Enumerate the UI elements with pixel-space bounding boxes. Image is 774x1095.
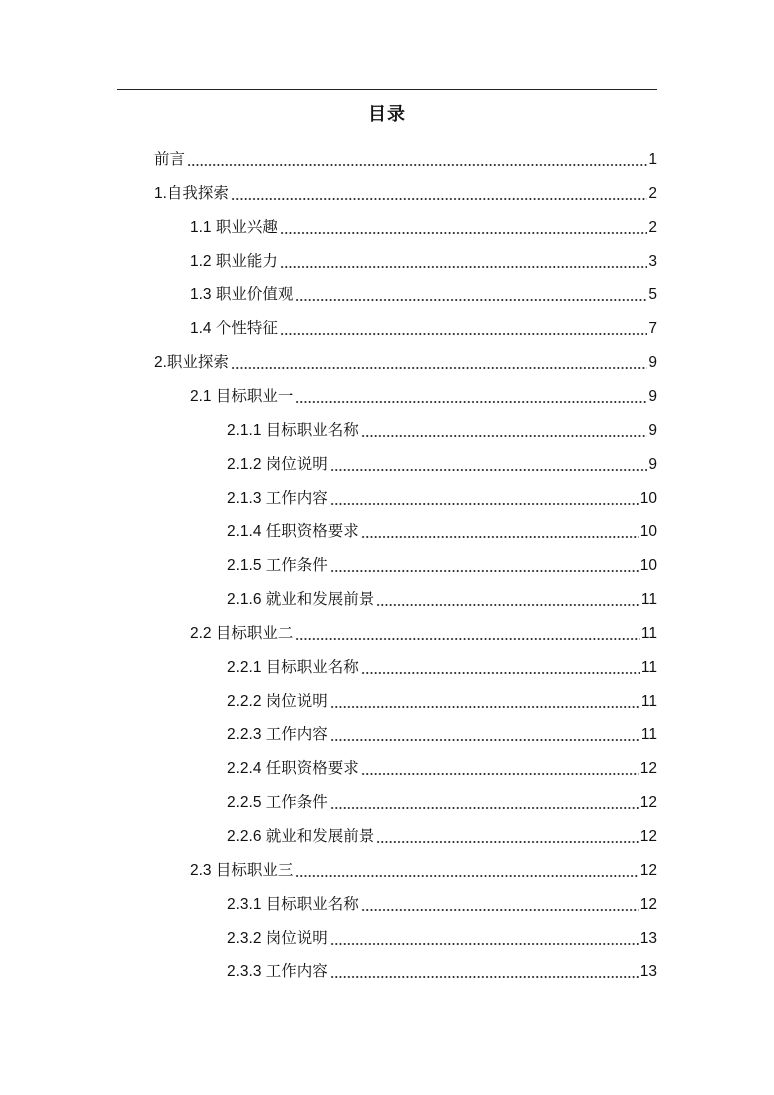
toc-entry-page: 12	[639, 861, 657, 879]
toc-entry[interactable]	[227, 551, 657, 577]
dot-leader	[361, 894, 639, 912]
toc-entry-label: 2.3.3 工作内容	[227, 963, 328, 981]
toc-entry[interactable]	[227, 450, 657, 476]
toc-entry[interactable]	[190, 247, 657, 273]
dot-leader	[330, 961, 639, 979]
dot-leader	[330, 488, 639, 506]
dot-leader	[330, 792, 639, 810]
toc-entry-page: 13	[639, 929, 657, 947]
toc-entry[interactable]	[227, 754, 657, 780]
header-rule	[117, 89, 657, 90]
toc-entry[interactable]	[154, 348, 657, 374]
dot-leader	[295, 623, 640, 641]
dot-leader	[330, 454, 648, 472]
dot-leader	[280, 251, 648, 269]
toc-entry-label: 2.1.2 岗位说明	[227, 455, 328, 473]
toc-entry-page: 12	[639, 794, 657, 812]
toc-entry-page: 9	[648, 421, 657, 439]
toc-entry-label: 2.职业探索	[154, 354, 229, 372]
toc-entry-page: 2	[648, 184, 657, 202]
toc-entry-label: 1.4 个性特征	[190, 320, 278, 338]
dot-leader	[376, 589, 640, 607]
toc-entry-label: 2.3.1 目标职业名称	[227, 895, 359, 913]
toc-entry-page: 2	[648, 218, 657, 236]
dot-leader	[187, 149, 647, 167]
dot-leader	[361, 758, 639, 776]
dot-leader	[280, 318, 648, 336]
toc-entry-label: 1.3 职业价值观	[190, 286, 294, 304]
toc-entry[interactable]	[154, 145, 657, 171]
toc-entry[interactable]	[227, 924, 657, 950]
dot-leader	[376, 826, 638, 844]
toc-entry-page: 9	[648, 387, 657, 405]
dot-leader	[330, 555, 639, 573]
toc-entry-page: 10	[639, 489, 657, 507]
dot-leader	[280, 217, 648, 235]
toc-entry[interactable]	[190, 619, 657, 645]
dot-leader	[295, 386, 647, 404]
toc-entry-page: 5	[648, 286, 657, 304]
toc-entry-label: 2.1.1 目标职业名称	[227, 421, 359, 439]
toc-entry-label: 1.自我探索	[154, 184, 229, 202]
toc-entry[interactable]	[227, 957, 657, 983]
toc-entry[interactable]	[227, 788, 657, 814]
toc-entry-label: 2.3.2 岗位说明	[227, 929, 328, 947]
toc-entry-label: 2.2.2 岗位说明	[227, 692, 328, 710]
toc-entry-label: 2.1 目标职业一	[190, 387, 294, 405]
toc-entry-page: 10	[639, 523, 657, 541]
toc-entry-label: 2.2.6 就业和发展前景	[227, 828, 375, 845]
toc-entry[interactable]	[227, 484, 657, 510]
toc-entry-label: 2.2.5 工作条件	[227, 794, 328, 812]
toc-entry-page: 11	[640, 624, 657, 642]
toc-entry-label: 1.2 职业能力	[190, 252, 278, 270]
toc-entry-page: 3	[648, 252, 657, 270]
toc-entry[interactable]	[227, 890, 657, 916]
dot-leader	[295, 284, 647, 302]
toc-entry-label: 前言	[154, 151, 186, 168]
dot-leader	[330, 928, 639, 946]
toc-entry-page: 13	[639, 963, 657, 981]
toc-entry[interactable]	[227, 653, 657, 679]
toc-entry-label: 2.1.4 任职资格要求	[227, 523, 359, 541]
dot-leader	[361, 657, 640, 675]
toc-entry-page: 11	[640, 692, 657, 710]
toc-entry[interactable]	[227, 687, 657, 713]
dot-leader	[231, 183, 647, 201]
toc-entry-label: 2.1.5 工作条件	[227, 557, 328, 575]
toc-entry[interactable]	[190, 382, 657, 408]
toc-entry-label: 2.2 目标职业二	[190, 624, 294, 642]
toc-entry-page: 1	[648, 151, 657, 168]
toc-entry[interactable]	[190, 280, 657, 306]
toc-entry-page: 11	[640, 658, 657, 676]
toc-entry-label: 2.2.1 目标职业名称	[227, 658, 359, 676]
toc-entry-label: 2.3 目标职业三	[190, 861, 294, 879]
toc-entry[interactable]	[190, 314, 657, 340]
dot-leader	[361, 420, 648, 438]
toc-entry-page: 12	[639, 895, 657, 913]
toc-entry[interactable]	[227, 585, 657, 611]
toc-entry[interactable]	[227, 822, 657, 848]
toc-entry[interactable]	[227, 416, 657, 442]
toc-entry[interactable]	[190, 856, 657, 882]
toc-entry[interactable]	[227, 720, 657, 746]
toc-entry-page: 7	[648, 320, 657, 338]
toc-entry-page: 9	[648, 354, 657, 372]
toc-entry-page: 11	[640, 726, 657, 744]
toc-title: 目录	[368, 104, 406, 124]
toc-entry-label: 2.2.3 工作内容	[227, 726, 328, 744]
toc-entry-label: 1.1 职业兴趣	[190, 218, 278, 236]
toc-entry-page: 10	[639, 557, 657, 575]
toc-entry-label: 2.1.6 就业和发展前景	[227, 591, 375, 609]
toc-entry-page: 12	[639, 760, 657, 778]
toc-entry[interactable]	[190, 213, 657, 239]
dot-leader	[330, 691, 640, 709]
toc-entry-label: 2.2.4 任职资格要求	[227, 760, 359, 778]
dot-leader	[330, 724, 640, 742]
dot-leader	[295, 860, 638, 878]
dot-leader	[361, 521, 639, 539]
toc-entry[interactable]	[227, 517, 657, 543]
dot-leader	[231, 352, 647, 370]
toc-entry-page: 12	[639, 828, 657, 845]
toc-entry[interactable]	[154, 179, 657, 205]
toc-entry-page: 11	[640, 591, 657, 609]
toc-entry-page: 9	[648, 455, 657, 473]
toc-entry-label: 2.1.3 工作内容	[227, 489, 328, 507]
